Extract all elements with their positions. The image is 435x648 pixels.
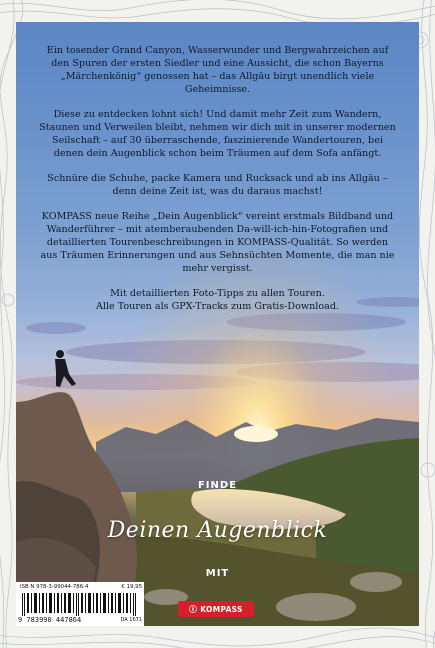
- intro-paragraph: Ein tosender Grand Canyon, Wasserwunder und Bergwahrzeichen auf den Spuren der ersten Siedler und eine Aussicht, die schon Bayerns „Märchenkönig“ genossen hat – das Allgäu birgt unendlich viele Geheimnisse.: [46, 45, 389, 95]
- barcode-label: [16, 582, 144, 626]
- kompass-logo: [178, 601, 254, 617]
- slogan-script-title: Deinen Augenblick: [107, 518, 328, 543]
- isbn-line: [20, 584, 142, 592]
- feature-line-photo-tips: Mit detaillierten Foto-Tipps zu allen Touren.: [110, 288, 325, 299]
- product-code: DA 1671: [120, 617, 142, 623]
- slogan-mit: MIT: [205, 568, 230, 579]
- cover-photo-panel: [16, 22, 419, 626]
- ean-digits: [18, 616, 142, 625]
- series-paragraph: KOMPASS neue Reihe „Dein Augenblick“ vereint erstmals Bildband und Wanderführer – mit atemberaubenden Da-will-ich-hin-Fotografien und detaillierten Tourenbeschreibungen in KOMPASS-Qualität. So werden aus Träumen Erinnerungen und aus Sehnsüchten Momente, die man nie mehr vergisst.: [40, 211, 395, 274]
- compass-rose-icon: [189, 605, 197, 613]
- invitation-paragraph: Schnüre die Schuhe, packe Kamera und Rucksack und ab ins Allgäu – denn deine Zeit ist, was du daraus machst!: [47, 173, 388, 197]
- isbn-text: ISB N 978-3-99044-786-4: [20, 584, 89, 590]
- price-text: € 19,95: [121, 584, 142, 590]
- back-cover-text: [16, 22, 419, 313]
- slogan-finde: FINDE: [197, 480, 238, 491]
- discovery-paragraph: Diese zu entdecken lohnt sich! Und damit mehr Zeit zum Wandern, Staunen und Verweilen bleibt, nehmen wir dich mit in unserer modernen Seilschaft – auf 30 überraschende, faszinierende Wandertouren, bei denen dein Augenblick schon beim Träumen auf dem Sofa anfängt.: [39, 109, 396, 159]
- barcode-bars: [22, 593, 138, 616]
- ean-number: 9 783990 447864: [18, 616, 82, 624]
- feature-line-gpx: Alle Touren als GPX-Tracks zum Gratis-Download.: [95, 301, 340, 312]
- logo-text: KOMPASS: [200, 604, 243, 614]
